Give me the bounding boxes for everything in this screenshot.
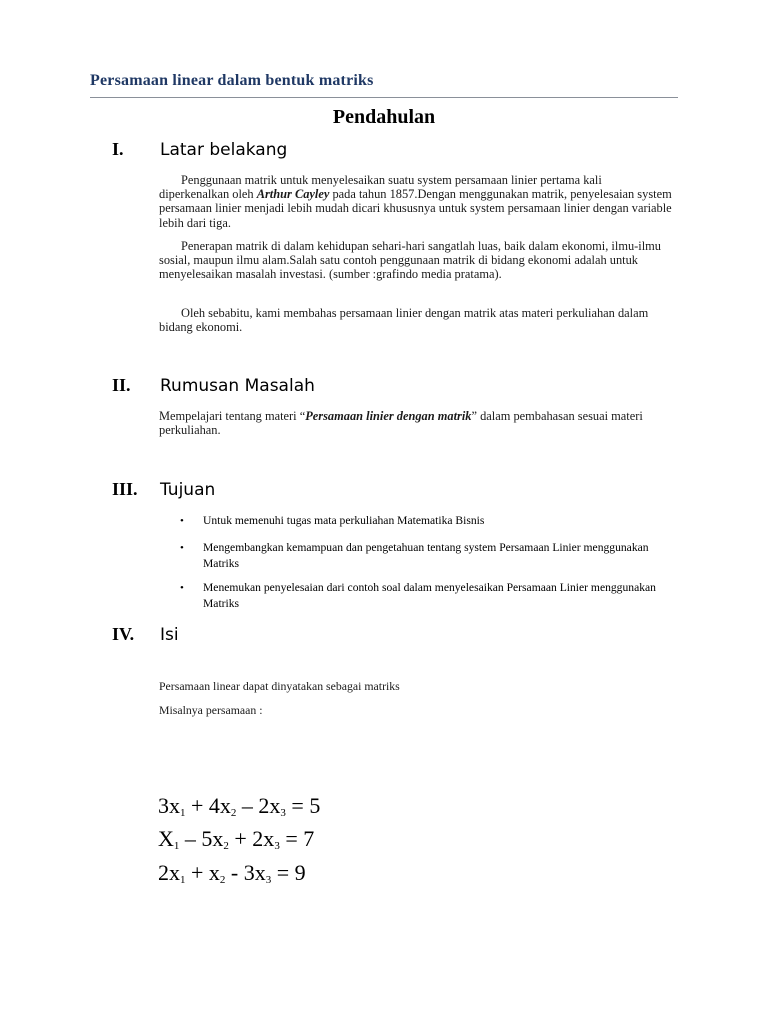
paragraph-text: ” dalam pembahasan sesuai materi perkuliahan. xyxy=(159,409,643,438)
document-title: Persamaan linear dalam bentuk matriks xyxy=(90,72,374,89)
equation-term: + 4x xyxy=(185,793,231,818)
list-item xyxy=(180,513,680,529)
equation-2 xyxy=(158,827,314,851)
section-heading-rumusan-masalah xyxy=(112,375,315,396)
equation-term: = 5 xyxy=(285,793,321,818)
section-number: III. xyxy=(112,479,138,499)
equation-term: X xyxy=(158,826,174,851)
paragraph-text: Mempelajari tentang materi “ xyxy=(159,409,306,423)
equation-term: = 9 xyxy=(271,860,306,885)
list-item xyxy=(180,540,680,572)
section-number: II. xyxy=(112,375,131,395)
list-item xyxy=(180,580,680,612)
main-heading: Pendahulan xyxy=(332,106,436,128)
equation-term: + 2x xyxy=(228,826,275,851)
paragraph-isi-1: Persamaan linear dapat dinyatakan sebagai matriks xyxy=(159,679,400,693)
bullet-marker: • xyxy=(180,515,184,527)
paragraph-latar-2: Penerapan matrik di dalam kehidupan sehari-hari sangatlah luas, baik dalam ekonomi, ilmu-ilmu sosial, maupun ilmu alam.Salah satu contoh penggunaan matrik di bidang ekonomi adalah untuk menyelesaikan masalah investasi. (sumber :grafindo media pratama). xyxy=(159,239,661,282)
paragraph-latar-3: Oleh sebabitu, kami membahas persamaan linier dengan matrik atas materi perkuliahan dalam bidang ekonomi. xyxy=(159,306,649,335)
section-heading-isi xyxy=(112,624,179,645)
equation-subscript: 3 xyxy=(274,840,280,852)
bullet-marker: • xyxy=(180,582,184,594)
equation-term: 2x xyxy=(158,860,180,885)
bullet-marker: • xyxy=(180,542,184,554)
emphasized-topic: Persamaan linier dengan matrik xyxy=(305,409,472,423)
equation-subscript: 2 xyxy=(219,874,226,886)
equation-subscript: 1 xyxy=(180,874,186,886)
equation-subscript: 1 xyxy=(180,807,186,819)
paragraph-text: Penggunaan matrik untuk menyelesaikan suatu system persamaan linier pertama kali diperkenalkan oleh xyxy=(159,173,602,202)
section-title: Isi xyxy=(160,625,179,645)
equation-term: 3x xyxy=(158,793,180,818)
equation-term: - 3x xyxy=(225,860,266,885)
equation-term: = 7 xyxy=(279,826,315,851)
equation-subscript: 1 xyxy=(173,840,180,852)
equation-term: – 5x xyxy=(179,826,224,851)
paragraph-isi-2: Misalnya persamaan : xyxy=(159,703,263,717)
list-item-text: Mengembangkan kemampuan dan pengetahuan tentang system Persamaan Linier menggunakan Matriks xyxy=(203,541,649,570)
title-divider xyxy=(90,97,678,98)
section-number: IV. xyxy=(112,624,135,644)
equation-subscript: 2 xyxy=(230,807,237,819)
section-heading-tujuan xyxy=(112,479,215,500)
list-item-text: Menemukan penyelesaian dari contoh soal dalam menyelesaikan Persamaan Linier menggunakan Matriks xyxy=(203,581,656,610)
section-title: Latar belakang xyxy=(160,140,288,160)
paragraph-latar-1 xyxy=(159,173,674,230)
equation-term: – 2x xyxy=(236,793,281,818)
section-title: Tujuan xyxy=(160,480,216,500)
equation-1 xyxy=(158,794,320,818)
paragraph-text: pada tahun 1857.Dengan menggunakan matrik, penyelesaian system persamaan linier menjadi lebih mudah dicari khususnya untuk system persamaan linier dengan variable lebih dari tiga. xyxy=(159,187,672,230)
equation-subscript: 3 xyxy=(265,874,272,886)
equation-subscript: 2 xyxy=(223,840,229,852)
section-heading-latar-belakang xyxy=(112,139,287,160)
equation-3 xyxy=(158,861,306,885)
section-number: I. xyxy=(112,139,124,159)
author-name: Arthur Cayley xyxy=(256,187,330,202)
equation-term: + x xyxy=(185,860,220,885)
list-item-text: Untuk memenuhi tugas mata perkuliahan Matematika Bisnis xyxy=(203,514,485,527)
section-title: Rumusan Masalah xyxy=(160,376,315,396)
paragraph-rumusan xyxy=(159,409,674,437)
equation-subscript: 3 xyxy=(280,807,286,819)
